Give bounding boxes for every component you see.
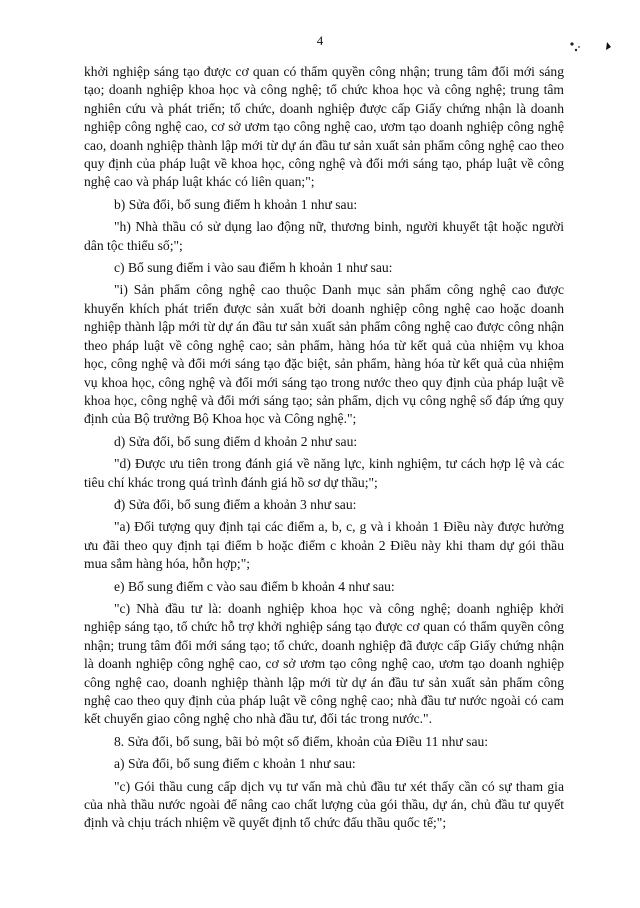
paragraph-dd-heading: đ) Sửa đổi, bổ sung điểm a khoản 3 như sau: xyxy=(114,496,357,512)
document-body xyxy=(84,63,564,837)
paragraph-a-text: "a) Đối tượng quy định tại các điểm a, b, c, g và i khoản 1 Điều này được hưởng ưu đãi theo quy định tại điểm b hoặc điểm c khoản 2 Điều này khi tham dự gói thầu mua sắm hàng hóa, hỗn hợp;"; xyxy=(84,519,564,572)
paragraph-section-8: 8. Sửa đổi, bổ sung, bãi bỏ một số điểm, khoản của Điều 11 như sau: xyxy=(114,733,489,749)
paragraph-i-text: "i) Sản phẩm công nghệ cao thuộc Danh mục sản phẩm công nghệ cao được khuyến khích phát triển được sản xuất bởi doanh nghiệp công nghệ cao hoặc doanh nghiệp thành lập mới từ dự án đầu tư sản xuất sản phẩm công nghệ cao được công nhận theo pháp luật về công nghệ cao; sản phẩm, hàng hóa từ kết quả của nhiệm vụ khoa học, công nghệ và đổi mới sáng tạo đặc biệt, sản phẩm, hàng hóa từ kết quả của nhiệm vụ khoa học, công nghệ và đổi mới sáng tạo trong nước theo quy định của pháp luật về khoa học, công nghệ và đổi mới sáng tạo; sản phẩm, dịch vụ công nghệ số đáp ứng quy định của Bộ trưởng Bộ Khoa học và Công nghệ."; xyxy=(84,282,564,427)
paragraph-c-text: "c) Nhà đầu tư là: doanh nghiệp khoa học và công nghệ; doanh nghiệp khởi nghiệp sáng tạo, tổ chức hỗ trợ khởi nghiệp sáng tạo được cơ quan có thẩm quyền công nhận; trung tâm đổi mới sáng tạo; tổ chức, doanh nghiệp đã được cấp Giấy chứng nhận là doanh nghiệp công nghệ cao, cơ sở ươm tạo công nghệ cao, ươm tạo doanh nghiệp công nghệ cao, doanh nghiệp thành lập mới từ dự án đầu tư sản xuất sản phẩm công nghệ cao theo quy định của pháp luật về công nghệ cao; nhà đầu tư nước ngoài có cam kết chuyển giao công nghệ cho nhà đầu tư, đối tác trong nước.". xyxy=(84,600,564,727)
paragraph-continuation: khởi nghiệp sáng tạo được cơ quan có thẩm quyền công nhận; trung tâm đổi mới sáng tạo; doanh nghiệp khoa học và công nghệ; tổ chức khoa học và công nghệ; trung tâm nghiên cứu và phát triển; tổ chức, doanh nghiệp được cấp Giấy chứng nhận là doanh nghiệp công nghệ cao, cơ sở ươm tạo công nghệ cao, ươm tạo doanh nghiệp công nghệ cao, doanh nghiệp thành lập mới từ dự án đầu tư sản xuất sản phẩm công nghệ cao theo quy định của pháp luật về khoa học, công nghệ và đổi mới sáng tạo, pháp luật về công nghệ cao và pháp luật khác có liên quan;"; xyxy=(84,64,564,190)
page-number: 4 xyxy=(316,33,324,48)
paragraph-h-text: "h) Nhà thầu có sử dụng lao động nữ, thương binh, người khuyết tật hoặc người dân tộc thiểu số;"; xyxy=(84,219,564,253)
scan-specks xyxy=(560,38,620,58)
paragraph-d-text: "d) Được ưu tiên trong đánh giá về năng lực, kinh nghiệm, tư cách hợp lệ và các tiêu chí khác trong quá trình đánh giá hồ sơ dự thầu;"; xyxy=(84,456,564,490)
paragraph-a-heading: a) Sửa đổi, bổ sung điểm c khoản 1 như sau: xyxy=(114,756,356,772)
paragraph-d-heading: d) Sửa đổi, bổ sung điểm d khoản 2 như sau: xyxy=(114,433,358,449)
paragraph-c-heading: c) Bổ sung điểm i vào sau điểm h khoản 1 như sau: xyxy=(114,260,393,276)
paragraph-e-heading: e) Bổ sung điểm c vào sau điểm b khoản 4 như sau: xyxy=(114,578,395,594)
paragraph-c-consulting-text: "c) Gói thầu cung cấp dịch vụ tư vấn mà chủ đầu tư xét thấy cần có sự tham gia của nhà thầu nước ngoài để nâng cao chất lượng của gói thầu, dự án, chủ đầu tư quyết định và chịu trách nhiệm về quyết định tổ chức đấu thầu quốc tế;"; xyxy=(84,778,564,831)
paragraph-b-heading: b) Sửa đổi, bổ sung điểm h khoản 1 như sau: xyxy=(114,196,358,212)
